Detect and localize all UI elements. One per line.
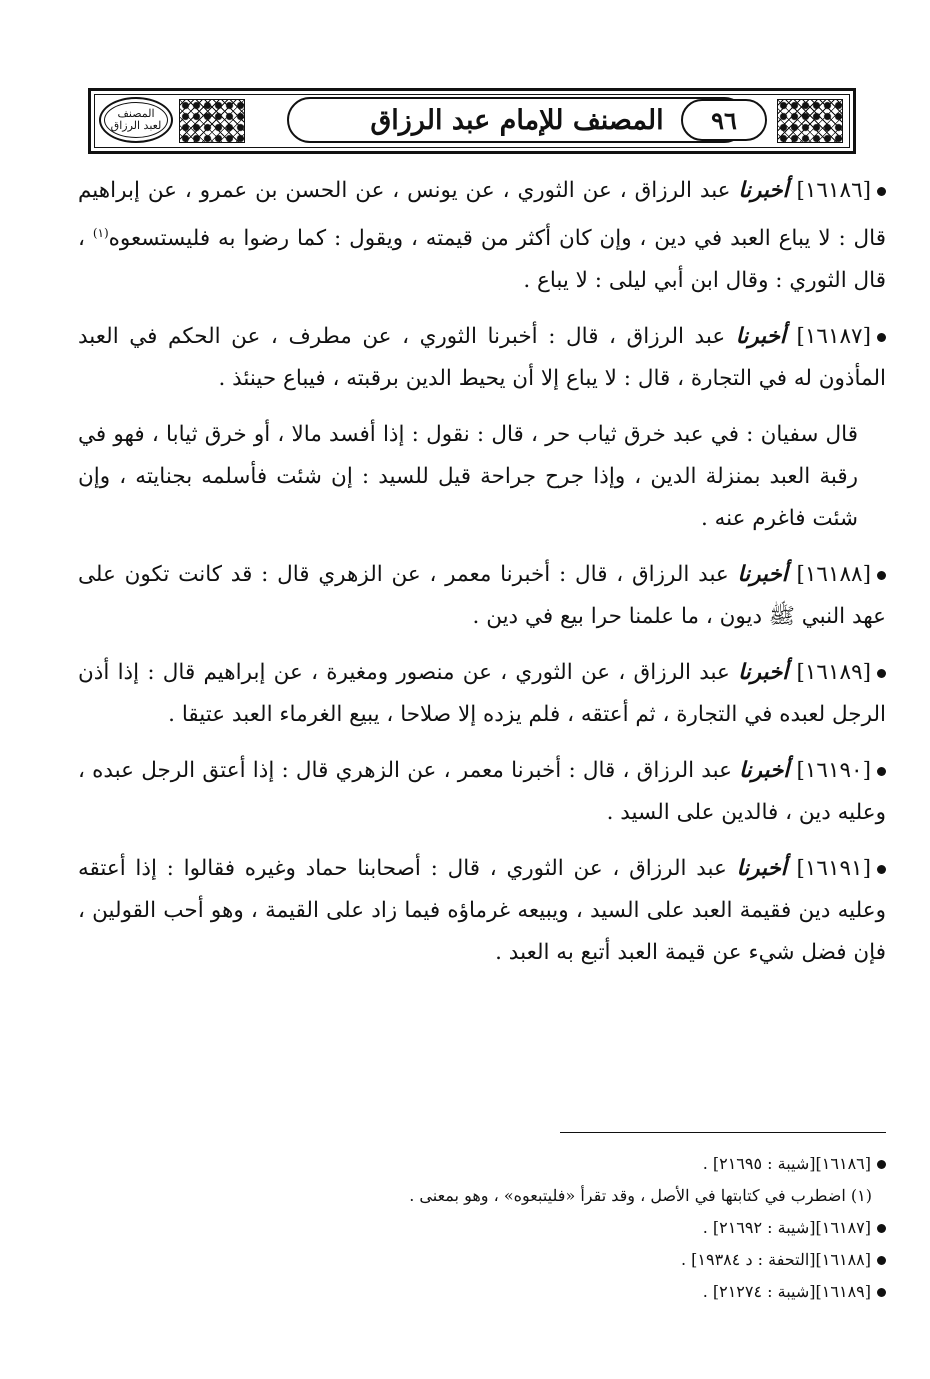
page-header bbox=[88, 88, 856, 154]
akhbarana-word: أخبرنا bbox=[735, 324, 786, 350]
bullet-icon bbox=[877, 1224, 886, 1233]
note-ref: [١٦١٨٨] bbox=[815, 1250, 871, 1269]
akhbarana-word: أخبرنا bbox=[738, 178, 789, 203]
note-text: [شيبة : ٢١٦٩٥] . bbox=[702, 1154, 816, 1173]
bullet-icon bbox=[877, 187, 886, 196]
page-number-oval bbox=[681, 99, 767, 141]
note-text: [التحفة : د ١٩٣٨٤] . bbox=[680, 1250, 816, 1269]
source-note bbox=[140, 1276, 886, 1308]
continuation-text: قال سفيان : في عبد خرق ثياب حر ، قال : نقول : إذا أفسد مالا ، أو خرق ثيابا ، فهو في رقبة العبد بمنزلة الدين ، وإذا جرح جراحة قيل للسيد : إن شئت فأسلمه بجنايته ، وإن شئت فاغرم عنه . bbox=[78, 422, 858, 532]
source-note bbox=[140, 1244, 886, 1276]
title-cartouche bbox=[287, 97, 747, 143]
footnote-text bbox=[140, 1180, 886, 1212]
bullet-icon bbox=[877, 865, 886, 874]
akhbarana-word: أخبرنا bbox=[737, 562, 788, 588]
note-ref: [١٦١٨٦] bbox=[815, 1154, 871, 1173]
hadith-entry bbox=[78, 652, 886, 736]
hadith-number: [١٦١٩٠] bbox=[796, 758, 871, 784]
hadith-number: [١٦١٨٨] bbox=[796, 562, 871, 588]
hadith-number: [١٦١٨٧] bbox=[796, 324, 871, 350]
footnotes bbox=[140, 1148, 886, 1308]
source-note bbox=[140, 1212, 886, 1244]
bullet-icon bbox=[877, 669, 886, 678]
akhbarana-word: أخبرنا bbox=[738, 660, 789, 686]
hadith-number: [١٦١٨٦] bbox=[796, 178, 872, 203]
seal-line-2: لعبد الرزاق bbox=[110, 119, 162, 132]
book-title: المصنف للإمام عبد الرزاق bbox=[370, 104, 664, 136]
hadith-text: عبد الرزاق ، قال : أخبرنا الثوري ، عن مطرف ، عن الحكم في العبد المأذون له في التجارة ، قال : لا يباع إلا أن يحيط الدين برقبته ، فيباع حينئذ . bbox=[78, 324, 886, 392]
hadith-number: [١٦١٩١] bbox=[796, 856, 871, 882]
bullet-icon bbox=[877, 333, 886, 342]
footnote-ref: (١) bbox=[92, 226, 109, 240]
note-text: [شيبة : ٢١٦٩٢] . bbox=[702, 1218, 816, 1237]
hadith-entry bbox=[78, 554, 886, 638]
hadith-entry bbox=[78, 316, 886, 400]
footnote-1: (١) اضطرب في كتابتها في الأصل ، وقد تقرأ «فليتبعوه» ، وهو بمعنى . bbox=[409, 1186, 872, 1205]
hadith-entry bbox=[78, 750, 886, 834]
hadith-text: عبد الرزاق ، قال : أخبرنا معمر ، عن الزهري قال : قد كانت تكون على عهد النبي ﷺ ديون ، ما علمنا حرا بيع في دين . bbox=[78, 562, 886, 630]
bullet-icon bbox=[877, 571, 886, 580]
footnote-divider bbox=[560, 1132, 886, 1133]
note-ref: [١٦١٨٧] bbox=[815, 1218, 871, 1237]
bullet-icon bbox=[877, 1288, 886, 1297]
ornament-left bbox=[179, 99, 245, 143]
bullet-icon bbox=[877, 767, 886, 776]
hadith-text: عبد الرزاق ، عن الثوري ، قال : أصحابنا حماد وغيره فقالوا : إذا أعتقه وعليه دين فقيمة العبد على السيد ، ويبيعه غرماؤه فيما زاد على القيمة ، وهو أحب القولين ، فإن فضل شيء عن قيمة العبد أتبع به العبد . bbox=[78, 856, 886, 966]
note-ref: [١٦١٨٩] bbox=[815, 1282, 871, 1301]
source-note bbox=[140, 1148, 886, 1180]
hadith-tail: ، قال الثوري : وقال ابن أبي ليلى : لا يباع . bbox=[78, 226, 886, 294]
seal-line-1: المصنف bbox=[117, 107, 155, 120]
hadith-entry bbox=[78, 170, 886, 302]
book-seal-logo bbox=[99, 97, 173, 143]
akhbarana-word: أخبرنا bbox=[739, 758, 790, 784]
bullet-icon bbox=[877, 1160, 886, 1169]
akhbarana-word: أخبرنا bbox=[736, 856, 787, 882]
main-text bbox=[78, 170, 886, 988]
hadith-number: [١٦١٨٩] bbox=[796, 660, 872, 686]
hadith-text: عبد الرزاق ، عن الثوري ، عن يونس ، عن الحسن بن عمرو ، عن إبراهيم قال : لا يباع العبد في دين ، وإن كان أكثر من قيمته ، ويقول : كما رضوا به فليستسعوه bbox=[78, 178, 886, 252]
ornament-right bbox=[777, 99, 843, 143]
note-text: [شيبة : ٢١٢٧٤] . bbox=[702, 1282, 816, 1301]
continuation-paragraph bbox=[78, 414, 886, 540]
bullet-icon bbox=[877, 1256, 886, 1265]
hadith-entry bbox=[78, 848, 886, 974]
page-number: ٩٦ bbox=[711, 105, 737, 135]
hadith-text: عبد الرزاق ، عن الثوري ، عن منصور ومغيرة ، عن إبراهيم قال : إذا أذن الرجل لعبده في التجارة ، ثم أعتقه ، فلم يزده إلا صلاحا ، يبيع الغرماء العبد عتيقا . bbox=[78, 660, 886, 728]
hadith-text: عبد الرزاق ، قال : أخبرنا معمر ، عن الزهري قال : إذا أعتق الرجل عبده ، وعليه دين ، فالدين على السيد . bbox=[78, 758, 886, 826]
